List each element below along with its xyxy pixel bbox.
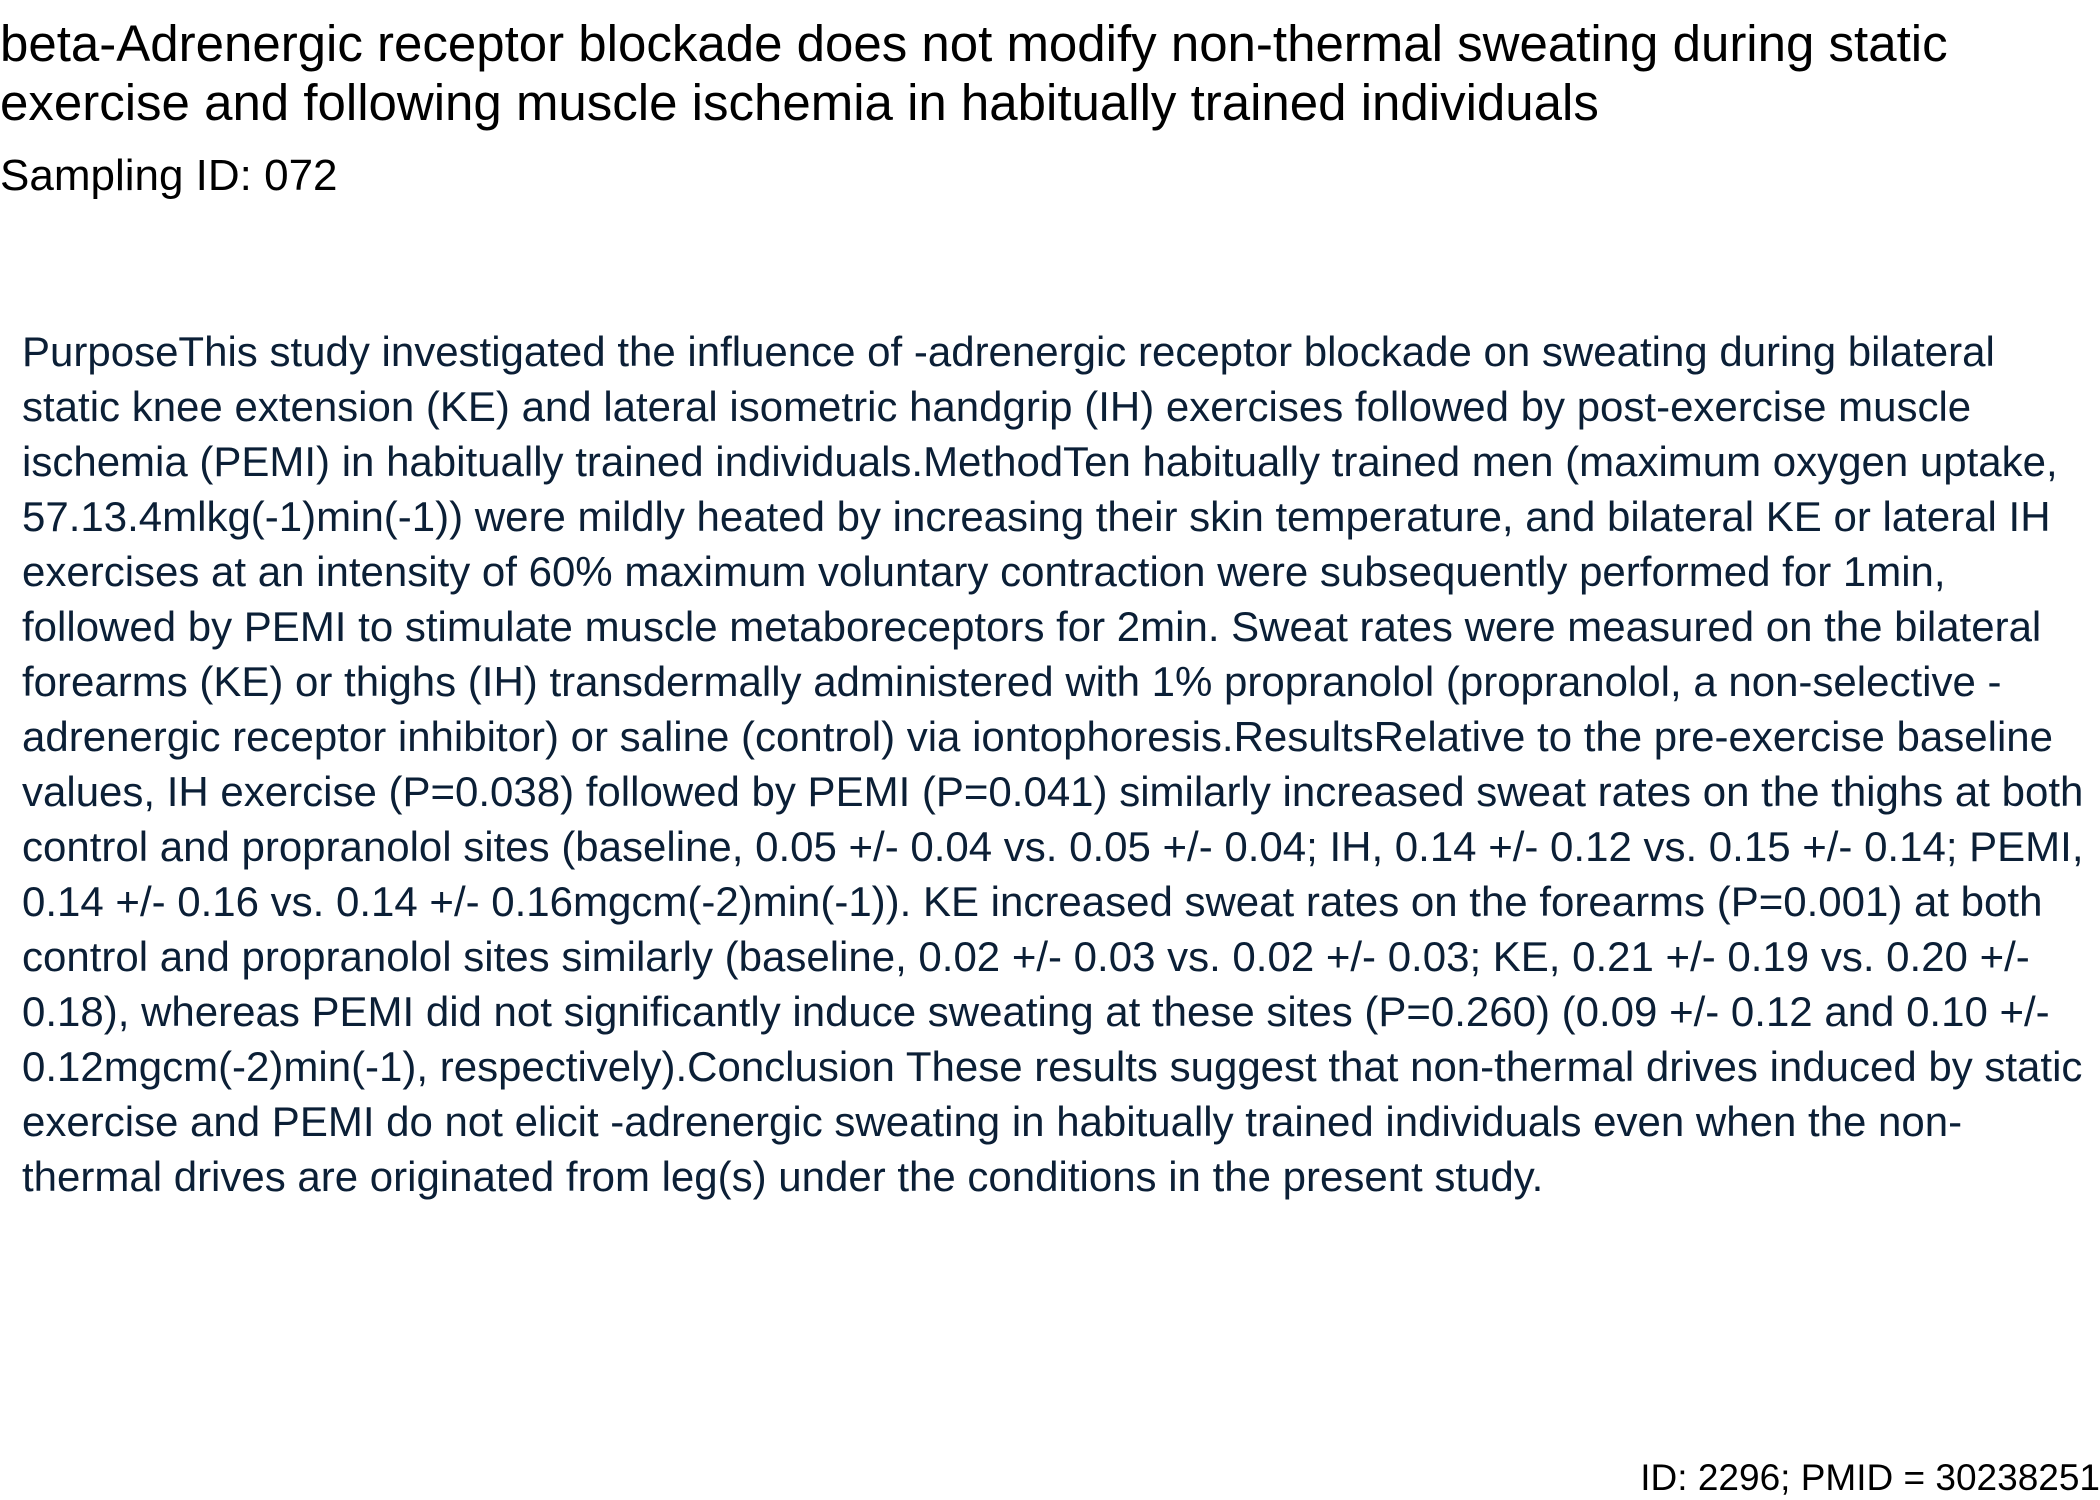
- footer-ids: ID: 2296; PMID = 30238251: [1640, 1457, 2100, 1498]
- abstract-text: PurposeThis study investigated the influence of -adrenergic receptor blockade on sweating during bilateral static knee extension (KE) and lateral isometric handgrip (IH) exercises followed by post-exercise muscle ischemia (PEMI) in habitually trained individuals.MethodTen habitually trained men (maximum oxygen uptake, 57.13.4mlkg(-1)min(-1)) were mildly heated by increasing their skin temperature, and bilateral KE or lateral IH exercises at an intensity of 60% maximum voluntary contraction were subsequently performed for 1min, followed by PEMI to stimulate muscle metaboreceptors for 2min. Sweat rates were measured on the bilateral forearms (KE) or thighs (IH) transdermally administered with 1% propranolol (propranolol, a non-selective -adrenergic receptor inhibitor) or saline (control) via iontophoresis.ResultsRelative to the pre-exercise baseline values, IH exercise (P=0.038) followed by PEMI (P=0.041) similarly increased sweat rates on the thighs at both control and propranolol sites (baseline, 0.05 +/- 0.04 vs. 0.05 +/- 0.04; IH, 0.14 +/- 0.12 vs. 0.15 +/- 0.14; PEMI, 0.14 +/- 0.16 vs. 0.14 +/- 0.16mgcm(-2)min(-1)). KE increased sweat rates on the forearms (P=0.001) at both control and propranolol sites similarly (baseline, 0.02 +/- 0.03 vs. 0.02 +/- 0.03; KE, 0.21 +/- 0.19 vs. 0.20 +/- 0.18), whereas PEMI did not significantly induce sweating at these sites (P=0.260) (0.09 +/- 0.12 and 0.10 +/- 0.12mgcm(-2)min(-1), respectively).Conclusion These results suggest that non-thermal drives induced by static exercise and PEMI do not elicit -adrenergic sweating in habitually trained individuals even when the non-thermal drives are originated from leg(s) under the conditions in the present study.: [22, 328, 2084, 1200]
- document-title: beta-Adrenergic receptor blockade does not modify non-thermal sweating during static exercise and following muscle ischemia in habitually trained individuals: [0, 15, 1948, 131]
- sampling-id: Sampling ID: 072: [0, 151, 338, 200]
